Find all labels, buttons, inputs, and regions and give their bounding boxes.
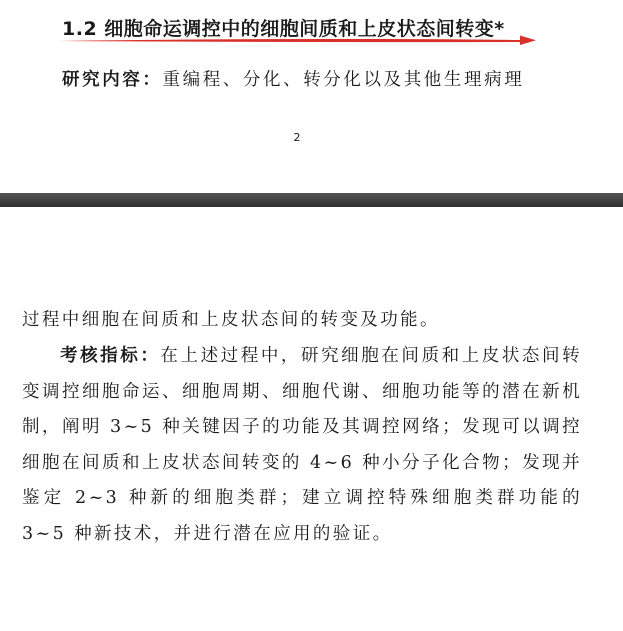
research-content-line [62,66,524,91]
page-separator [0,193,623,207]
research-content-label: 研究内容： [62,70,163,90]
research-content-continued: 过程中细胞在间质和上皮状态间的转变及功能。 [22,310,440,330]
evaluation-text: 在上述过程中，研究细胞在间质和上皮状态间转变调控细胞命运、细胞周期、细胞代谢、细胞功能等的潜在新机制，阐明 3~5 种关键因子的功能及其调控网络；发现可以调控细胞在间质和上皮状态间转变的 4~6 种小分子化合物；发现并鉴定 2~3 种新的细胞类群；建立调控特殊细胞类群功能的 3~5 种新技术，并进行潜在应用的验证。 [22,346,582,544]
document-page-upper [0,0,623,193]
evaluation-label: 考核指标： [60,346,161,366]
page-number: 2 [293,131,301,144]
research-content-text: 重编程、分化、转分化以及其他生理病理 [162,70,525,90]
red-arrow-underline-icon [58,34,536,46]
evaluation-paragraph [22,339,582,553]
section-heading: 1.2 细胞命运调控中的细胞间质和上皮状态间转变* [62,18,505,40]
